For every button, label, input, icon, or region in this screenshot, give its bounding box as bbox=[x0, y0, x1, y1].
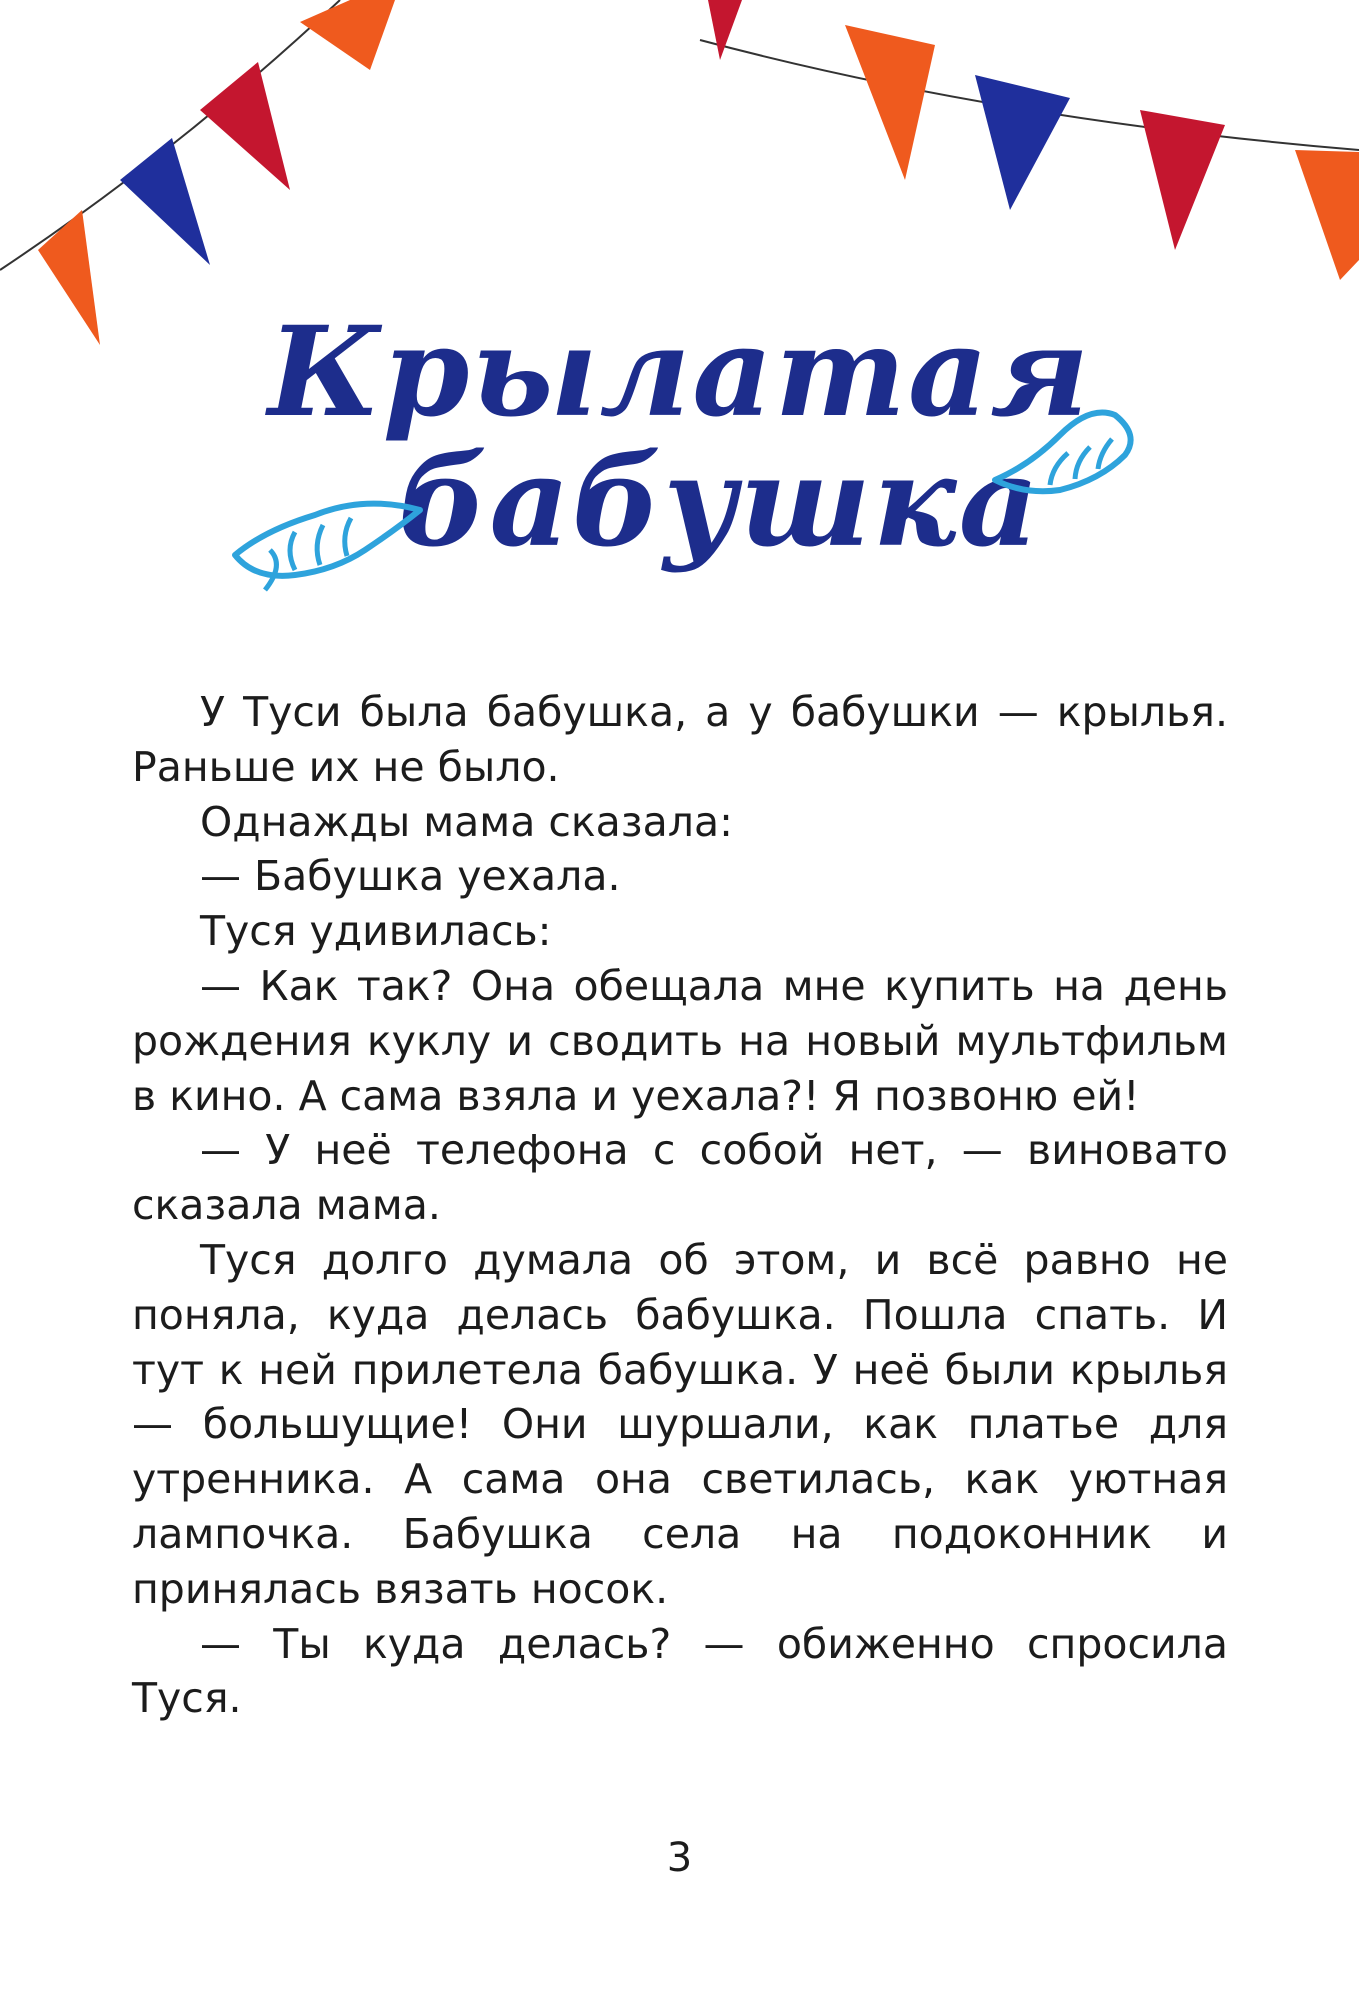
wing-left-icon bbox=[225, 470, 425, 600]
story-text bbox=[132, 685, 1228, 1726]
wing-right-icon bbox=[990, 395, 1140, 505]
paragraph: Однажды мама сказала: bbox=[200, 797, 733, 846]
paragraph: У Туси была бабушка, а у бабушки — крылья. Раньше их не было. bbox=[132, 688, 1228, 791]
flag-orange bbox=[300, 0, 395, 70]
page-number: 3 bbox=[666, 1835, 693, 1881]
paragraph: — У неё телефона с собой нет, — виновато сказала мама. bbox=[132, 1126, 1228, 1230]
chapter-title bbox=[0, 280, 1359, 620]
paragraph: Туся удивилась: bbox=[200, 907, 552, 956]
flag-orange bbox=[1295, 150, 1359, 280]
flag-blue bbox=[120, 138, 210, 265]
paragraph: — Ты куда делась? — обиженно спросила Туся. bbox=[132, 1619, 1228, 1723]
flag-blue bbox=[975, 75, 1070, 210]
flag-orange bbox=[845, 25, 935, 180]
paragraph: — Бабушка уехала. bbox=[200, 852, 621, 901]
flag-red bbox=[200, 62, 290, 190]
flag-red bbox=[708, 0, 742, 60]
title-line-1: Крылатая bbox=[267, 300, 1092, 445]
paragraph: — Как так? Она обещала мне купить на день рождения куклу и сводить на новый мультфильм в кино. А сама взяла и уехала?! Я позвоню ей! bbox=[132, 961, 1228, 1120]
paragraph: Туся долго думала об этом, и всё равно не поняла, куда делась бабушка. Пошла спать. И тут к ней прилетела бабушка. У неё были крылья — большущие! Они шуршали, как платье для утренника. А сама она светилась, как уютная лампочка. Бабушка села на подоконник и принялась вязать носок. bbox=[132, 1235, 1228, 1613]
title-line-2: бабушка bbox=[397, 430, 1042, 575]
flag-red bbox=[1140, 110, 1225, 250]
